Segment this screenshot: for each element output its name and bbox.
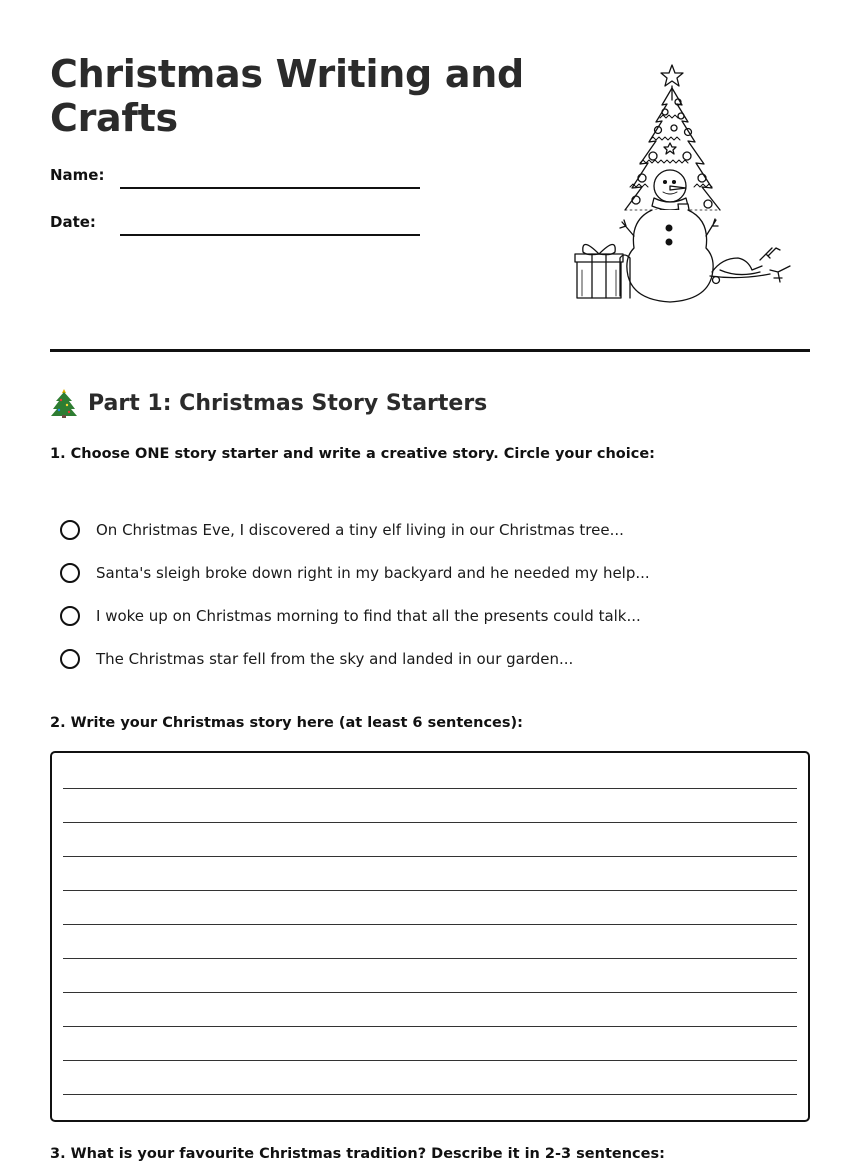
question-1: 1. Choose ONE story starter and write a creative story. Circle your choice: [50,446,655,462]
writing-line[interactable] [63,1060,797,1061]
date-field[interactable] [120,234,420,236]
radio-circle[interactable] [60,520,80,540]
option-text: On Christmas Eve, I discovered a tiny elf living in our Christmas tree... [96,520,624,539]
writing-line[interactable] [63,788,797,789]
option-text: The Christmas star fell from the sky and landed in our garden... [96,649,574,668]
writing-line[interactable] [63,992,797,993]
question-3: 3. What is your favourite Christmas tradition? Describe it in 2-3 sentences: [50,1146,665,1162]
option-text: Santa's sleigh broke down right in my backyard and he needed my help... [96,563,650,582]
name-label: Name: [50,166,105,184]
writing-line[interactable] [63,1094,797,1095]
writing-line[interactable] [63,890,797,891]
part1-heading-text: Part 1: Christmas Story Starters [88,390,488,416]
question-2: 2. Write your Christmas story here (at least 6 sentences): [50,715,523,731]
writing-line[interactable] [63,856,797,857]
snowman-tree-illustration [570,60,800,310]
writing-line[interactable] [63,1026,797,1027]
writing-line[interactable] [63,958,797,959]
story-option-3[interactable] [60,594,650,637]
writing-line[interactable] [63,924,797,925]
story-option-2[interactable] [60,551,650,594]
option-text: I woke up on Christmas morning to find that all the presents could talk... [96,606,641,625]
section-divider [50,349,810,352]
writing-line[interactable] [63,822,797,823]
radio-circle[interactable] [60,606,80,626]
story-option-4[interactable] [60,637,650,680]
story-starter-options [60,508,650,680]
christmas-tree-icon [50,388,78,418]
story-writing-area[interactable] [50,751,810,1122]
date-label: Date: [50,213,96,231]
story-option-1[interactable] [60,508,650,551]
name-field[interactable] [120,187,420,189]
part1-heading [50,388,487,418]
radio-circle[interactable] [60,563,80,583]
radio-circle[interactable] [60,649,80,669]
page-title: Christmas Writing and Crafts [50,52,524,140]
